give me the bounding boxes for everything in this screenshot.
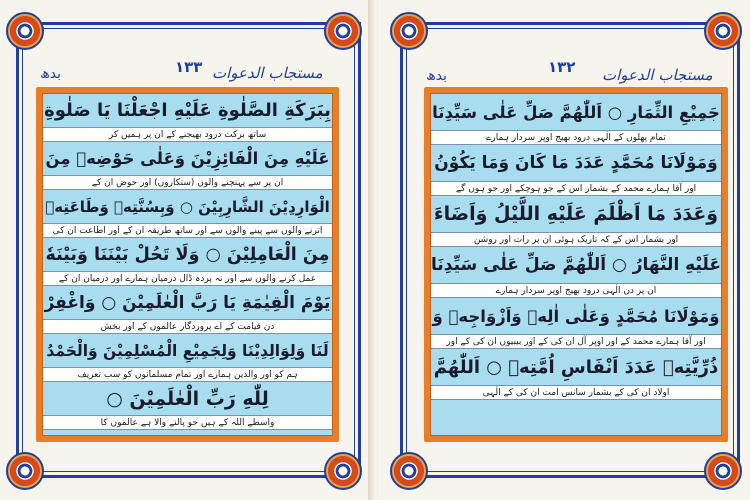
translation-line: تمام پھلوں کے الٰہی درود بھیج اوپر سردار ہمارے	[431, 130, 721, 145]
corner-rosette-icon	[6, 12, 44, 50]
translation-line: اور آقا ہمارے محمد کے اور اوپر آل ان کی کے اور بیبیوں ان کی کے اور	[431, 334, 721, 349]
page-header-title: مستجاب الدعوات	[602, 66, 713, 84]
arabic-line: لِلّٰهِ رَبِّ الْعٰلَمِيْنَ ○	[106, 387, 269, 410]
translation-line: اور بشمار اس کے کہ تاریک ہوئی ان پر رات اور روشن	[431, 232, 721, 247]
translation-line: اولاد ان کی کے بشمار سانس امت ان کی کے الٰہی	[431, 385, 721, 400]
translation-line: عمل کرنے والوں سے اور نہ پردہ ڈال درمیان ہمارے اور درمیان ان کے	[43, 271, 332, 286]
translation-line: اترنے والوں سے پینے والوں سے اور ساتھ طریقہ ان کے اور اطاعت ان کی	[43, 223, 332, 238]
corner-rosette-icon	[704, 452, 742, 490]
corner-rosette-icon	[390, 12, 428, 50]
corner-rosette-icon	[704, 12, 742, 50]
corner-rosette-icon	[324, 452, 362, 490]
arabic-line: مِنَ الْعَامِلِيْنَ ○ وَلَا تَحُلْ بَيْنَنَا وَبَيْنَهٗ	[45, 244, 330, 265]
corner-rosette-icon	[6, 452, 44, 490]
translation-line: ساتھ برکت درود بھیجنے کے ان پر ہمیں کر	[43, 127, 332, 142]
arabic-line: يَوْمَ الْقِيٰمَةِ يَا رَبَّ الْعٰلَمِيْنَ ○ وَاغْفِرْ	[44, 292, 331, 313]
text-panel	[36, 87, 339, 442]
page-number: ۱۳۲	[548, 58, 576, 76]
translation-line: واسطے اللہ کے ہیں جو پالنے والا ہے عالموں کا	[43, 415, 332, 430]
corner-rosette-icon	[324, 12, 362, 50]
arabic-line: الْوَارِدِيْنَ الشَّارِبِيْنَ ○ وَبِسُنَّتِهٖ وَطَاعَتِهٖ	[45, 197, 330, 216]
translation-line: ہم کو اور والدین ہمارے اور تمام مسلمانوں کو سب تعریف	[43, 367, 332, 382]
arabic-line: لَنَا وَلِوَالِدِيْنَا وَلِجَمِيْعِ الْمُسْلِمِيْنَ وَالْحَمْدُ	[46, 341, 329, 360]
translation-line: ان پر سے پہنچنے والوں (ستکاروں) اور حوض ان کے	[43, 175, 332, 190]
arabic-line: وَعَدَدَ مَا اَظْلَمَ عَلَيْهِ اللَّيْلُ وَاَضَاءَ	[433, 203, 719, 225]
left-page	[0, 0, 372, 500]
text-area	[430, 93, 722, 436]
day-label: بدھ	[40, 66, 62, 82]
page-header-title: مستجاب الدعوات	[212, 64, 323, 82]
day-label: بدھ	[426, 68, 448, 84]
arabic-line: ذُرِّيَّتِهٖ عَدَدَ اَنْفَاسِ اُمَّتِهٖ ○ اَللّٰهُمَّ	[433, 356, 719, 378]
arabic-line: عَلَيْهِ النَّهَارُ ○ اَللّٰهُمَّ صَلِّ عَلٰى سَيِّدِنَا	[431, 255, 721, 275]
arabic-line: وَمَوْلَانَا مُحَمَّدٍ عَدَدَ مَا كَانَ وَمَا يَكُوْنُ	[434, 153, 718, 173]
corner-rosette-icon	[390, 452, 428, 490]
translation-line: ان پر دن الٰہی درود بھیج اوپر سردار ہمارے	[431, 283, 721, 298]
arabic-line: بِبَرَكَةِ الصَّلٰوةِ عَلَيْهِ اجْعَلْنَا يَا صَلٰوةِ	[44, 100, 331, 121]
translation-line: دن قیامت کے اے پروردگار عالموں کے اور بخش	[43, 319, 332, 334]
translation-line: اور آقا ہمارے محمد کے بشمار اس کے جو ہوچکے اور جو ہوں گے	[431, 181, 721, 196]
arabic-line: عَلَيْهِ مِنَ الْفَائِزِيْنَ وَعَلٰى حَوْضِهٖ مِنَ	[45, 149, 330, 168]
text-panel	[424, 87, 728, 442]
right-page	[378, 0, 750, 500]
page-number: ۱۳۳	[175, 58, 203, 76]
arabic-line: جَمِيْعِ الثِّمَارِ ○ اَللّٰهُمَّ صَلِّ عَلٰى سَيِّدِنَا	[432, 102, 720, 122]
text-area	[42, 93, 333, 436]
arabic-line: وَمَوْلَانَا مُحَمَّدٍ وَعَلٰى اٰلِهٖ وَاَزْوَاجِهٖ وَ	[432, 306, 720, 326]
